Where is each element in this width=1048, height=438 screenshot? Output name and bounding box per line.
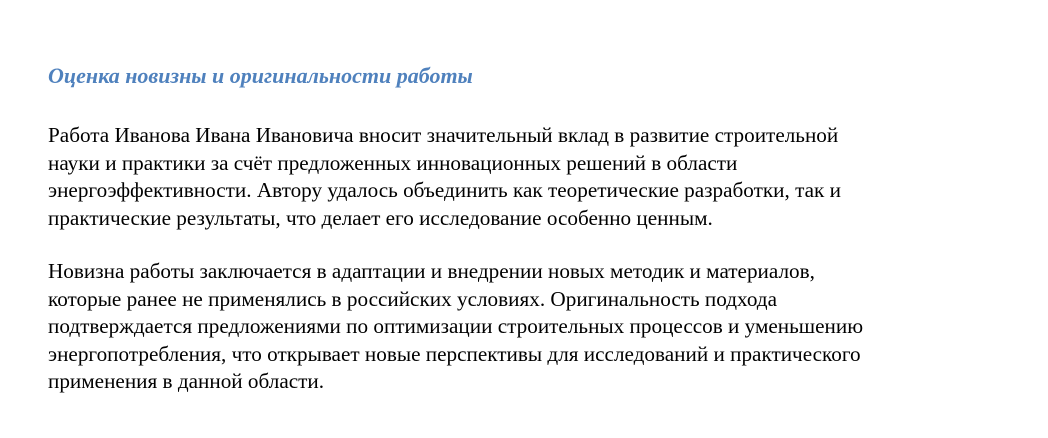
paragraph-line: науки и практики за счёт предложенных инновационных решений в области [48,150,738,175]
paragraph-line: практические результаты, что делает его исследование особенно ценным. [48,205,713,230]
paragraph-novelty [48,258,1008,396]
section-heading: Оценка новизны и оригинальности работы [48,63,473,88]
paragraph-line: применения в данной области. [48,369,325,393]
paragraph-line: Новизна работы заключается в адаптации и внедрении новых методик и материалов, [48,259,815,283]
paragraph-line: энергоэффективности. Автору удалось объединить как теоретические разработки, так и [48,178,841,202]
paragraph-line: энергопотребления, что открывает новые перспективы для исследований и практического [48,341,861,366]
paragraph-line: Работа Иванова Ивана Ивановича вносит значительный вклад в развитие строительной [48,123,839,147]
paragraph-line: подтверждается предложениями по оптимизации строительных процессов и уменьшению [48,314,864,338]
paragraph-contribution [48,122,1008,232]
document-page [48,58,1008,396]
paragraph-line: которые ранее не применялись в российских условиях. Оригинальность подхода [48,286,777,311]
